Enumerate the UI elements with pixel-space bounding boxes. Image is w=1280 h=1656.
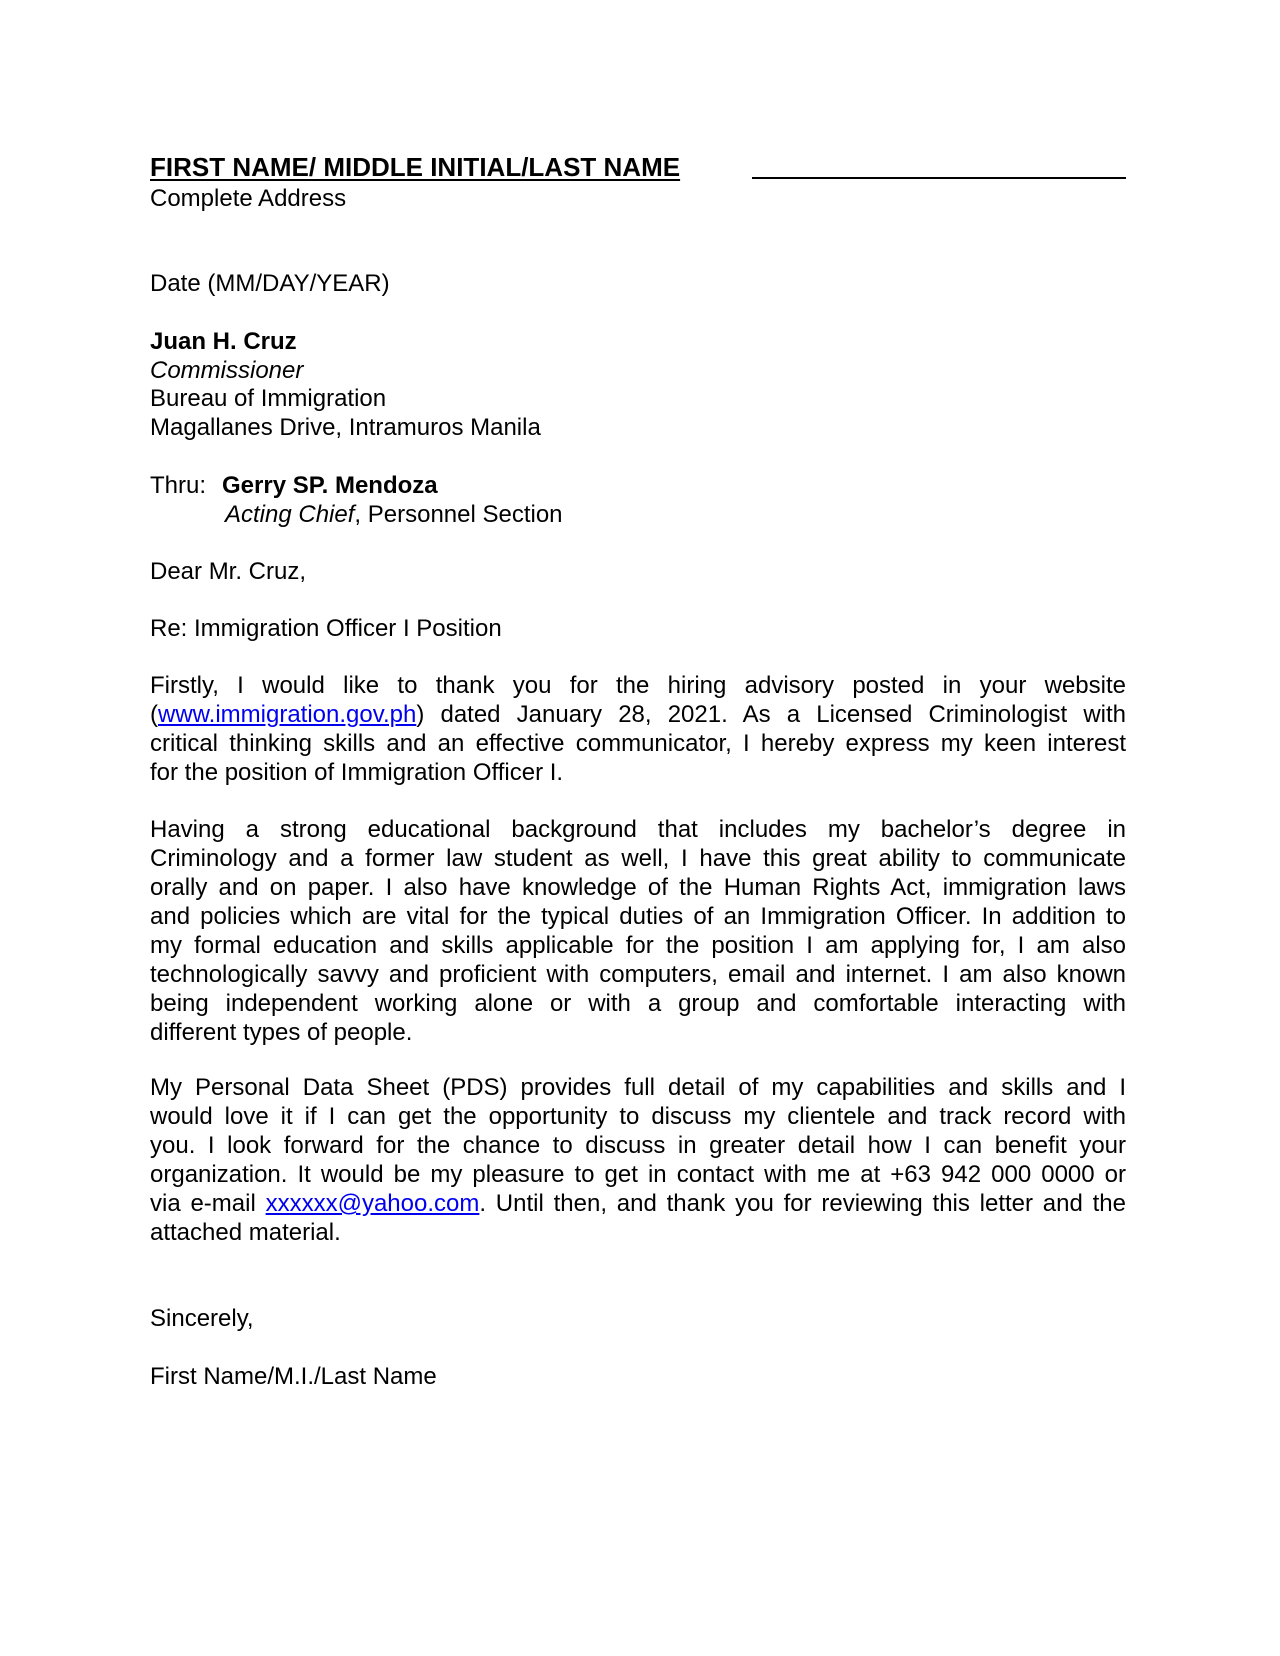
paragraph-3-line: My Personal Data Sheet (PDS) provides full detail of my capabilities and skills and I [150, 1074, 1126, 1101]
website-link[interactable]: www.immigration.gov.ph [158, 701, 417, 728]
paragraph-1-line: for the position of Immigration Officer I. [150, 759, 564, 786]
paragraph-2 [150, 815, 1126, 1047]
subject-line: Re: Immigration Officer I Position [150, 615, 502, 642]
paragraph-3-line: attached material. [150, 1219, 341, 1246]
paragraph-2-line: Criminology and a former law student as well, I have this great ability to communicate [150, 845, 1126, 872]
paragraph-1-text: ) dated January 28, 2021. As a Licensed Criminologist with [416, 701, 1126, 728]
signature-name: First Name/M.I./Last Name [150, 1363, 437, 1390]
paren-open: ( [150, 701, 158, 728]
name-underline-rule [752, 177, 1126, 179]
recipient-address: Magallanes Drive, Intramuros Manila [150, 414, 541, 441]
paragraph-3 [150, 1073, 1126, 1247]
paragraph-3-text: via e-mail [150, 1190, 266, 1217]
recipient-office: Bureau of Immigration [150, 385, 387, 412]
paragraph-2-line: being independent working alone or with a group and comfortable interacting with [150, 990, 1126, 1017]
paragraph-2-line: different types of people. [150, 1019, 413, 1046]
paragraph-3-line: organization. It would be my pleasure to get in contact with me at +63 942 000 0000 or [150, 1161, 1126, 1188]
thru-name: Gerry SP. Mendoza [222, 472, 438, 499]
paragraph-2-line: orally and on paper. I also have knowledge of the Human Rights Act, immigration laws [150, 874, 1126, 901]
applicant-name-placeholder: FIRST NAME/ MIDDLE INITIAL/LAST NAME [150, 152, 681, 182]
recipient-title: Commissioner [150, 357, 304, 384]
recipient-name: Juan H. Cruz [150, 328, 297, 355]
thru-section: , Personnel Section [354, 501, 563, 528]
paragraph-3-line: would love it if I can get the opportunity to discuss my clientele and track record with [150, 1103, 1126, 1130]
closing: Sincerely, [150, 1305, 254, 1332]
paragraph-2-line: and policies which are vital for the typical duties of an Immigration Officer. In addition to [150, 903, 1126, 930]
letter-date: Date (MM/DAY/YEAR) [150, 270, 390, 297]
paragraph-3-text: . Until then, and thank you for reviewing this letter and the [479, 1190, 1126, 1217]
salutation: Dear Mr. Cruz, [150, 558, 307, 585]
thru-title: Acting Chief [225, 501, 355, 528]
thru-title-line [225, 500, 563, 529]
paragraph-2-line: Having a strong educational background that includes my bachelor’s degree in [150, 816, 1126, 843]
paragraph-1-line: critical thinking skills and an effective communicator, I hereby express my keen interest [150, 730, 1126, 757]
complete-address: Complete Address [150, 185, 347, 212]
paragraph-1 [150, 671, 1126, 787]
paragraph-1-line [150, 700, 1126, 729]
paragraph-1-line: Firstly, I would like to thank you for the hiring advisory posted in your website [150, 672, 1126, 699]
paragraph-2-line: my formal education and skills applicable for the position I am applying for, I am also [150, 932, 1126, 959]
paragraph-2-line: technologically savvy and proficient with computers, email and internet. I am also known [150, 961, 1126, 988]
paragraph-3-line [150, 1189, 1126, 1218]
paragraph-3-line: you. I look forward for the chance to discuss in greater detail how I can benefit your [150, 1132, 1126, 1159]
thru-label: Thru: [150, 472, 207, 499]
email-link[interactable]: xxxxxx@yahoo.com [265, 1190, 480, 1217]
